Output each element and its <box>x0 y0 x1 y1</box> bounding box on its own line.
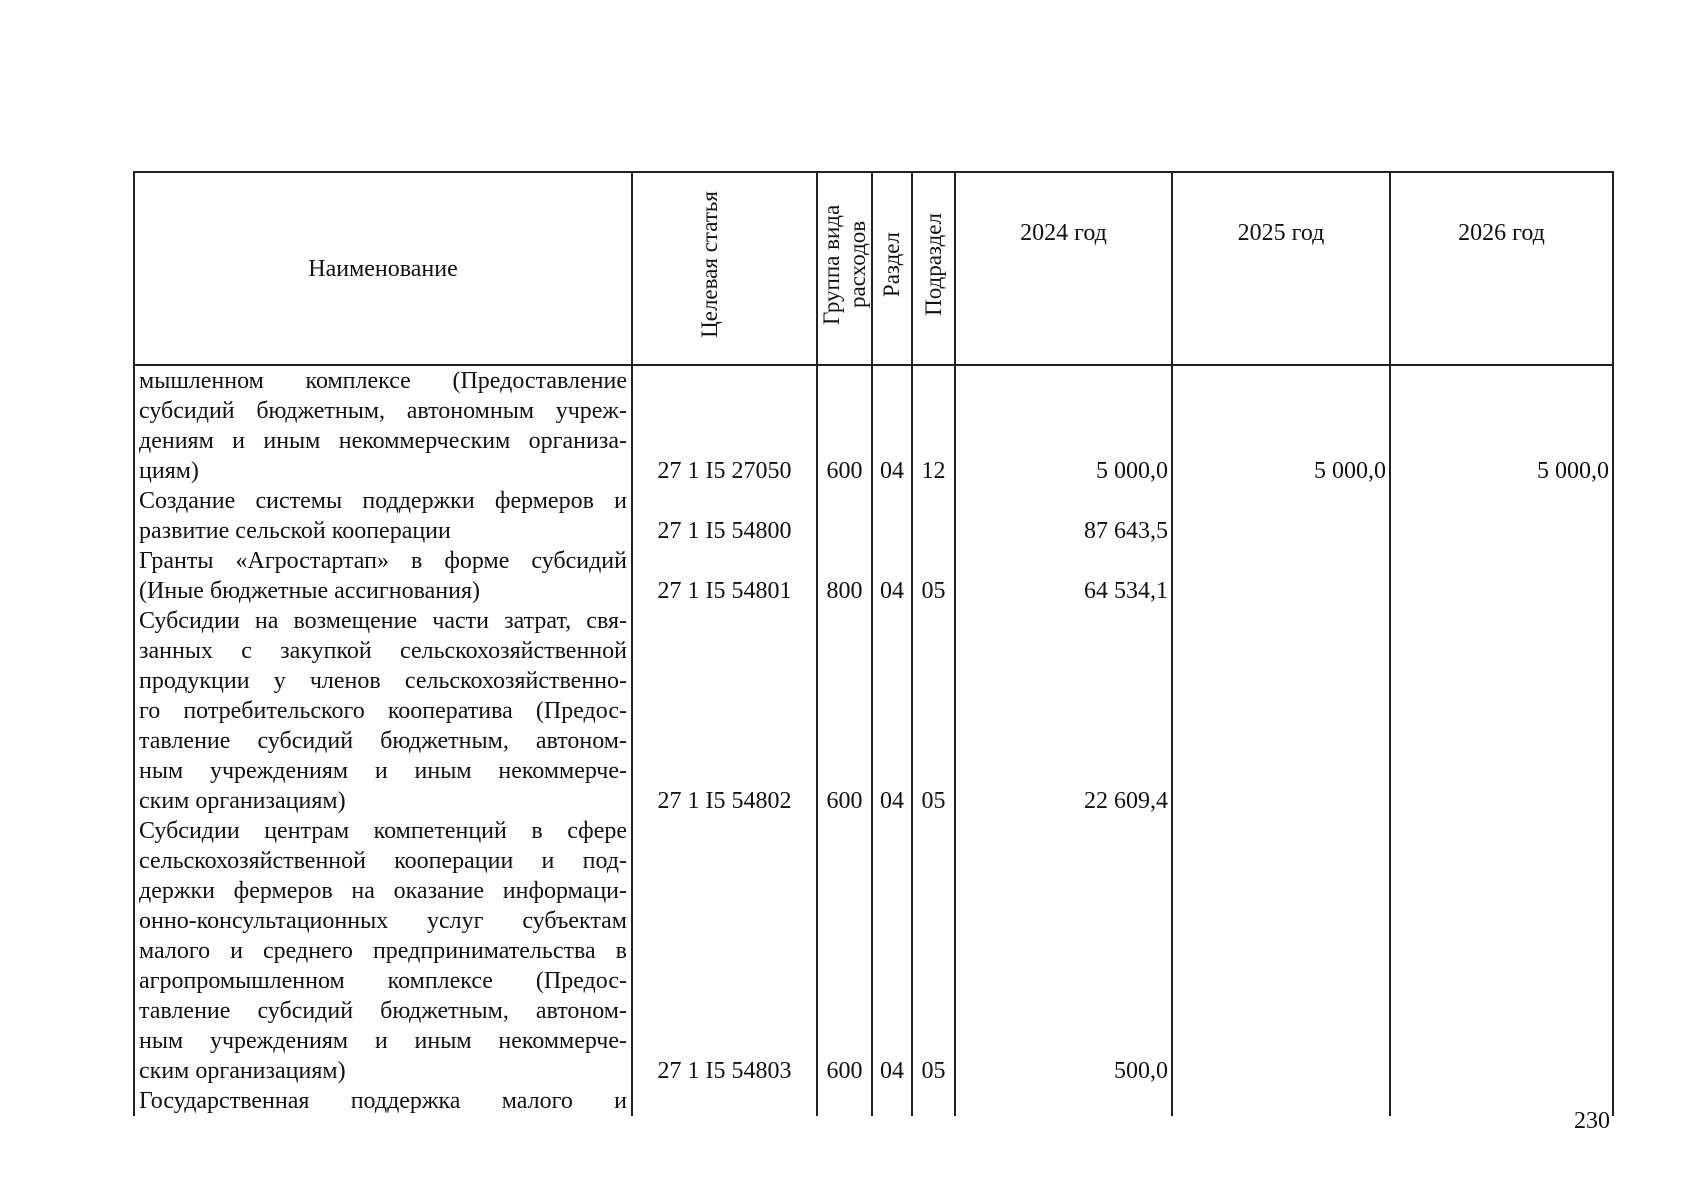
name-line: развитие сельской кооперации <box>139 518 451 544</box>
name-line: мышленном комплексе (Предоставление <box>139 368 627 394</box>
row-target-article: 27 1 I5 54800 <box>657 518 792 544</box>
row-expense-group <box>818 516 871 546</box>
row-expense-group-cell <box>817 365 872 486</box>
row-expense-group-cell <box>817 546 872 606</box>
row-value-2025: 5 000,0 <box>1314 458 1386 484</box>
row-value-2024: 500,0 <box>1114 1058 1168 1084</box>
table-row <box>134 1086 1613 1116</box>
row-value-2026 <box>1391 1056 1612 1086</box>
row-section <box>873 1086 911 1116</box>
row-value-2024-cell <box>955 546 1172 606</box>
name-line: тавление субсидий бюджетным, автоном- <box>139 998 627 1024</box>
row-subsection <box>913 516 954 546</box>
row-value-2026-cell <box>1390 606 1613 816</box>
row-value-2024-cell <box>955 486 1172 546</box>
row-value-2024: 22 609,4 <box>1084 788 1168 814</box>
row-target-article-cell <box>632 816 817 1086</box>
row-value-2025-cell <box>1172 816 1390 1086</box>
row-subsection: 05 <box>921 578 946 604</box>
row-expense-group-cell <box>817 486 872 546</box>
row-target-article-cell <box>632 606 817 816</box>
name-line: ским организациям) <box>139 788 346 814</box>
row-expense-group-cell <box>817 606 872 816</box>
row-target-article <box>633 1086 816 1116</box>
row-target-article-cell <box>632 486 817 546</box>
name-line: ным учреждениям и иным некоммерче- <box>139 758 627 784</box>
name-line: продукции у членов сельскохозяйственно- <box>139 668 627 694</box>
name-line: Создание системы поддержки фермеров и <box>139 488 627 514</box>
row-expense-group: 600 <box>826 458 863 484</box>
name-line: держки фермеров на оказание информаци- <box>139 878 627 904</box>
row-name <box>134 365 632 486</box>
name-line: циям) <box>139 458 199 484</box>
row-section-cell <box>872 365 912 486</box>
row-value-2026 <box>1391 576 1612 606</box>
row-subsection: 12 <box>921 458 946 484</box>
row-target-article: 27 1 I5 54801 <box>657 578 792 604</box>
header-2024: 2024 год <box>955 172 1172 365</box>
header-section: Раздел <box>872 172 912 365</box>
row-value-2026 <box>1391 786 1612 816</box>
table-row <box>134 606 1613 816</box>
row-value-2026-cell <box>1390 816 1613 1086</box>
row-value-2025-cell <box>1172 1086 1390 1116</box>
row-value-2024: 87 643,5 <box>1084 518 1168 544</box>
row-section-cell <box>872 606 912 816</box>
row-subsection-cell <box>912 816 955 1086</box>
table-row <box>134 546 1613 606</box>
row-section-cell <box>872 546 912 606</box>
table-header-row <box>134 172 1613 365</box>
table-row <box>134 816 1613 1086</box>
row-value-2024-cell <box>955 1086 1172 1116</box>
table-row <box>134 365 1613 486</box>
row-section-cell <box>872 1086 912 1116</box>
name-line: онно-консультационных услуг субъектам <box>139 908 627 934</box>
row-expense-group-cell <box>817 1086 872 1116</box>
row-value-2026-cell <box>1390 486 1613 546</box>
header-name: Наименование <box>134 172 632 365</box>
row-expense-group: 600 <box>826 788 863 814</box>
row-value-2025 <box>1173 576 1389 606</box>
row-subsection-cell <box>912 365 955 486</box>
row-subsection-cell <box>912 486 955 546</box>
header-2025: 2025 год <box>1172 172 1390 365</box>
row-value-2025 <box>1173 1056 1389 1086</box>
row-expense-group <box>818 1086 871 1116</box>
row-value-2024 <box>956 1086 1171 1116</box>
name-line: Гранты «Агростартап» в форме субсидий <box>139 548 627 574</box>
row-section: 04 <box>880 1058 904 1084</box>
budget-table <box>133 171 1614 1116</box>
header-target-article: Целевая статья <box>632 172 817 365</box>
row-name <box>134 1086 632 1116</box>
header-subsection: Подраздел <box>912 172 955 365</box>
name-line: агропромышленном комплексе (Предос- <box>139 968 627 994</box>
row-expense-group: 800 <box>826 578 863 604</box>
row-name <box>134 606 632 816</box>
header-2026: 2026 год <box>1390 172 1613 365</box>
name-line: занных с закупкой сельскохозяйственной <box>139 638 627 664</box>
row-section <box>873 516 911 546</box>
row-value-2025-cell <box>1172 606 1390 816</box>
name-line: субсидий бюджетным, автономным учреж- <box>139 398 627 424</box>
row-value-2024: 64 534,1 <box>1084 578 1168 604</box>
row-subsection-cell <box>912 546 955 606</box>
name-line: Государственная поддержка малого и <box>139 1088 627 1114</box>
row-target-article: 27 1 I5 54803 <box>657 1058 792 1084</box>
row-target-article-cell <box>632 365 817 486</box>
row-section: 04 <box>880 458 904 484</box>
row-subsection: 05 <box>921 1058 946 1084</box>
row-value-2025 <box>1173 1086 1389 1116</box>
row-expense-group: 600 <box>826 1058 863 1084</box>
row-expense-group-cell <box>817 816 872 1086</box>
row-subsection: 05 <box>921 788 946 814</box>
row-value-2026: 5 000,0 <box>1537 458 1609 484</box>
name-line: малого и среднего предпринимательства в <box>139 938 627 964</box>
name-line: Субсидии центрам компетенций в сфере <box>139 818 627 844</box>
row-section-cell <box>872 486 912 546</box>
row-target-article: 27 1 I5 54802 <box>657 788 792 814</box>
name-line: сельскохозяйственной кооперации и под- <box>139 848 627 874</box>
row-value-2024-cell <box>955 365 1172 486</box>
row-name <box>134 816 632 1086</box>
table-row <box>134 486 1613 546</box>
header-expense-group: Группа вида расходов <box>817 172 872 365</box>
row-name <box>134 486 632 546</box>
row-target-article: 27 1 I5 27050 <box>657 458 792 484</box>
row-value-2025-cell <box>1172 486 1390 546</box>
row-subsection <box>913 1086 954 1116</box>
name-line: (Иные бюджетные ассигнования) <box>139 578 480 604</box>
row-subsection-cell <box>912 1086 955 1116</box>
page-number: 230 <box>1574 1108 1610 1134</box>
row-target-article-cell <box>632 546 817 606</box>
row-value-2024-cell <box>955 606 1172 816</box>
row-name <box>134 546 632 606</box>
name-line: ским организациям) <box>139 1058 346 1084</box>
row-section: 04 <box>880 578 904 604</box>
row-target-article-cell <box>632 1086 817 1116</box>
row-value-2024: 5 000,0 <box>1096 458 1168 484</box>
row-value-2026 <box>1391 516 1612 546</box>
row-value-2024-cell <box>955 816 1172 1086</box>
row-value-2025 <box>1173 516 1389 546</box>
name-line: дениям и иным некоммерческим организа- <box>139 428 627 454</box>
row-section-cell <box>872 816 912 1086</box>
name-line: ным учреждениям и иным некоммерче- <box>139 1028 627 1054</box>
row-value-2026-cell <box>1390 365 1613 486</box>
row-subsection-cell <box>912 606 955 816</box>
row-section: 04 <box>880 788 904 814</box>
name-line: го потребительского кооператива (Предос- <box>139 698 627 724</box>
name-line: Субсидии на возмещение части затрат, свя- <box>139 608 627 634</box>
row-value-2025-cell <box>1172 365 1390 486</box>
name-line: тавление субсидий бюджетным, автоном- <box>139 728 627 754</box>
row-value-2025-cell <box>1172 546 1390 606</box>
row-value-2026-cell <box>1390 546 1613 606</box>
row-value-2025 <box>1173 786 1389 816</box>
